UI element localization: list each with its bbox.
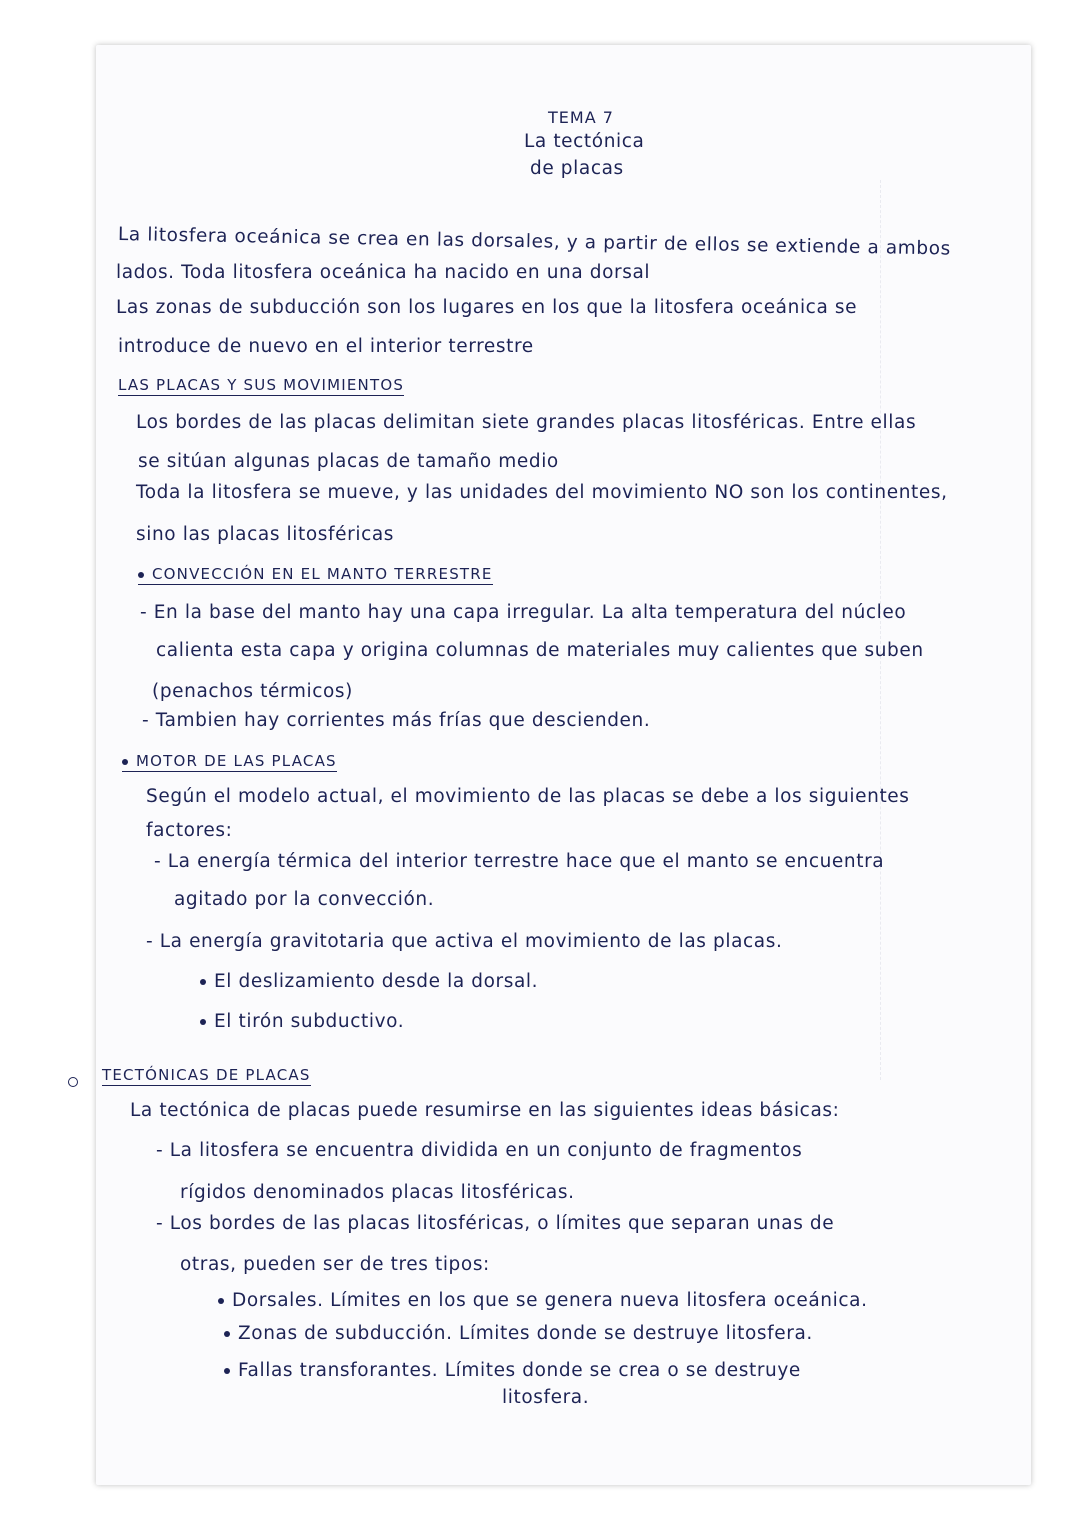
- subsection-heading: [122, 752, 337, 772]
- bullet-text: Dorsales. Límites en los que se genera nueva litosfera oceánica.: [232, 1290, 868, 1311]
- bleed-through: [880, 180, 1001, 1080]
- bullet-item: [224, 1323, 813, 1344]
- body-line: se sitúan algunas placas de tamaño medio: [138, 451, 559, 472]
- header-topic: TEMA 7: [548, 108, 614, 127]
- subsection-heading-text: MOTOR DE LAS PLACAS: [136, 752, 337, 770]
- body-line: - La litosfera se encuentra dividida en un conjunto de fragmentos: [156, 1140, 803, 1161]
- subsection-heading-text: CONVECCIÓN EN EL MANTO TERRESTRE: [152, 565, 493, 583]
- body-line: - Tambien hay corrientes más frías que descienden.: [142, 710, 651, 731]
- circle-bullet-icon: [68, 1077, 78, 1087]
- header-title-line1: La tectónica: [524, 131, 645, 152]
- body-line: - La energía gravitotaria que activa el movimiento de las placas.: [146, 931, 783, 952]
- body-line: factores:: [146, 820, 233, 841]
- body-line: rígidos denominados placas litosféricas.: [180, 1182, 575, 1203]
- bullet-item: [218, 1290, 868, 1311]
- bullet-dot: [200, 1019, 206, 1025]
- body-line: - En la base del manto hay una capa irregular. La alta temperatura del núcleo: [140, 602, 907, 623]
- bullet-item: [200, 1011, 404, 1032]
- bullet-dot: [218, 1298, 224, 1304]
- bullet-dot: [224, 1331, 230, 1337]
- body-line: sino las placas litosféricas: [136, 524, 395, 545]
- bullet-item: [200, 971, 538, 992]
- body-line: - La energía térmica del interior terrestre hace que el manto se encuentra: [154, 851, 885, 872]
- bullet-dot: [138, 572, 144, 578]
- bullet-dot: [122, 759, 128, 765]
- intro-line: La litosfera oceánica se crea en las dorsales, y a partir de ellos se extiende a ambos: [117, 224, 952, 260]
- bullet-text: Zonas de subducción. Límites donde se destruye litosfera.: [238, 1323, 813, 1344]
- bullet-dot: [224, 1368, 230, 1374]
- body-line: Los bordes de las placas delimitan siete grandes placas litosféricas. Entre ellas: [136, 412, 917, 433]
- body-line: litosfera.: [502, 1387, 590, 1408]
- bullet-text: El tirón subductivo.: [214, 1011, 405, 1032]
- header-title-line2: de placas: [530, 158, 624, 179]
- body-line: otras, pueden ser de tres tipos:: [180, 1254, 490, 1275]
- body-line: agitado por la convección.: [174, 889, 435, 910]
- bullet-text: El deslizamiento desde la dorsal.: [214, 971, 539, 992]
- body-line: La tectónica de placas puede resumirse en las siguientes ideas básicas:: [130, 1100, 840, 1121]
- body-line: Toda la litosfera se mueve, y las unidades del movimiento NO son los continentes,: [136, 482, 948, 503]
- bullet-dot: [200, 979, 206, 985]
- body-line: calienta esta capa y origina columnas de materiales muy calientes que suben: [156, 640, 924, 661]
- intro-line: lados. Toda litosfera oceánica ha nacido en una dorsal: [116, 262, 651, 283]
- intro-line: introduce de nuevo en el interior terrestre: [118, 336, 534, 357]
- subsection-heading: [138, 565, 493, 585]
- body-line: (penachos térmicos): [152, 681, 353, 702]
- body-line: Según el modelo actual, el movimiento de las placas se debe a los siguientes: [146, 786, 910, 807]
- section-heading: LAS PLACAS Y SUS MOVIMIENTOS: [118, 376, 405, 394]
- section-heading: TECTÓNICAS DE PLACAS: [102, 1066, 311, 1084]
- intro-line: Las zonas de subducción son los lugares en los que la litosfera oceánica se: [116, 297, 858, 318]
- bullet-text: Fallas transforantes. Límites donde se crea o se destruye: [238, 1360, 801, 1381]
- bullet-item: [224, 1360, 801, 1381]
- body-line: - Los bordes de las placas litosféricas, o límites que separan unas de: [156, 1213, 835, 1234]
